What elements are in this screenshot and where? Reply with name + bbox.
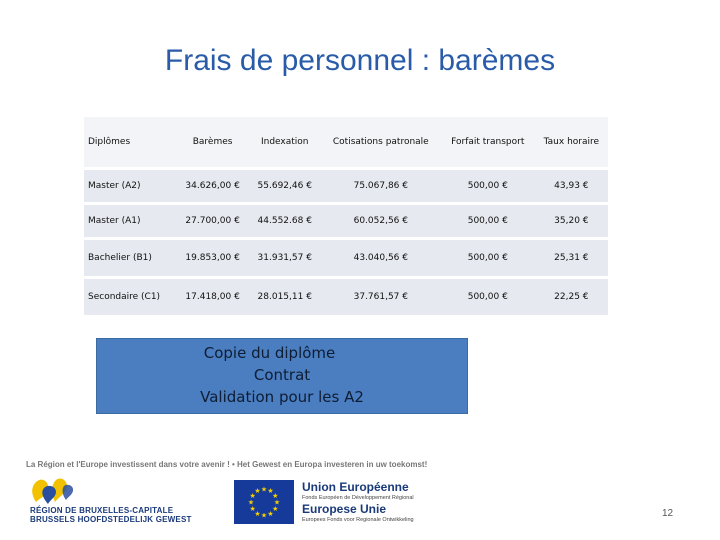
table-cell: 28.015,11 € [249, 279, 321, 315]
brussels-iris-logo-icon [30, 478, 82, 506]
table-cell: 17.418,00 € [177, 279, 249, 315]
table-cell: 60.052,56 € [321, 205, 441, 237]
table-row [84, 170, 608, 202]
eu-subtitle-nl: Europees Fonds voor Regionale Ontwikkeling [302, 517, 414, 523]
table-cell: 37.761,57 € [321, 279, 441, 315]
table-cell: 500,00 € [441, 205, 535, 237]
table-cell: 500,00 € [441, 170, 535, 202]
callout-line: Contrat [253, 366, 311, 384]
salary-scale-table [84, 114, 608, 318]
eu-title-nl: Europese Unie [302, 502, 387, 516]
table-cell: 34.626,00 € [177, 170, 249, 202]
eu-star-icon: ★ [247, 499, 255, 507]
table-cell: 75.067,86 € [321, 170, 441, 202]
region-name-fr: RÉGION DE BRUXELLES-CAPITALE [30, 506, 174, 515]
eu-title-fr: Union Européenne [302, 480, 409, 494]
table-cell: 27.700,00 € [177, 205, 249, 237]
column-header: Forfait transport [441, 117, 535, 167]
table-cell: 25,31 € [535, 240, 608, 276]
column-header: Cotisations patronale [321, 117, 441, 167]
eu-star-icon: ★ [267, 488, 274, 496]
eu-star-icon: ★ [260, 512, 268, 520]
callout-line: Validation pour les A2 [200, 388, 364, 406]
eu-subtitle-fr: Fonds Européen de Développement Régional [302, 495, 414, 501]
table-cell: 43.040,56 € [321, 240, 441, 276]
brussels-region-logo [30, 478, 215, 526]
column-header: Indexation [249, 117, 321, 167]
table-row [84, 205, 608, 237]
table-cell: 500,00 € [441, 279, 535, 315]
eu-star-icon: ★ [272, 493, 279, 500]
column-header: Taux horaire [535, 117, 608, 167]
eu-star-icon: ★ [254, 510, 261, 518]
table-cell: 35,20 € [535, 205, 608, 237]
requirements-callout [96, 338, 468, 414]
table-cell: 44.552.68 € [249, 205, 321, 237]
table-cell: 55.692,46 € [249, 170, 321, 202]
table-cell: Master (A1) [84, 205, 177, 237]
eu-star-icon: ★ [260, 486, 268, 494]
eu-flag-icon [234, 480, 294, 524]
table-row [84, 279, 608, 315]
table-cell: 31.931,57 € [249, 240, 321, 276]
table-cell: 500,00 € [441, 240, 535, 276]
table-cell: Secondaire (C1) [84, 279, 177, 315]
eu-star-icon: ★ [254, 488, 261, 496]
region-name-nl: BRUSSELS HOOFDSTEDELIJK GEWEST [30, 515, 192, 524]
eu-star-icon: ★ [267, 510, 274, 518]
eu-funding-logo [234, 480, 434, 524]
page-number: 12 [662, 508, 674, 519]
eu-star-icon: ★ [273, 499, 281, 507]
eu-star-icon: ★ [249, 506, 256, 513]
footer-tagline: La Région et l'Europe investissent dans votre avenir ! • Het Gewest en Europa investeren in uw toekomst! [26, 460, 428, 469]
table-header-row [84, 117, 608, 167]
table-cell: Bachelier (B1) [84, 240, 177, 276]
table-cell: 19.853,00 € [177, 240, 249, 276]
callout-line: Copie du diplôme [203, 344, 336, 362]
slide-title: Frais de personnel : barèmes [164, 44, 556, 77]
column-header: Diplômes [84, 117, 177, 167]
column-header: Barèmes [177, 117, 249, 167]
table-cell: Master (A2) [84, 170, 177, 202]
table-cell: 22,25 € [535, 279, 608, 315]
table-cell: 43,93 € [535, 170, 608, 202]
eu-star-icon: ★ [272, 506, 279, 513]
table-row [84, 240, 608, 276]
eu-star-icon: ★ [249, 493, 256, 500]
